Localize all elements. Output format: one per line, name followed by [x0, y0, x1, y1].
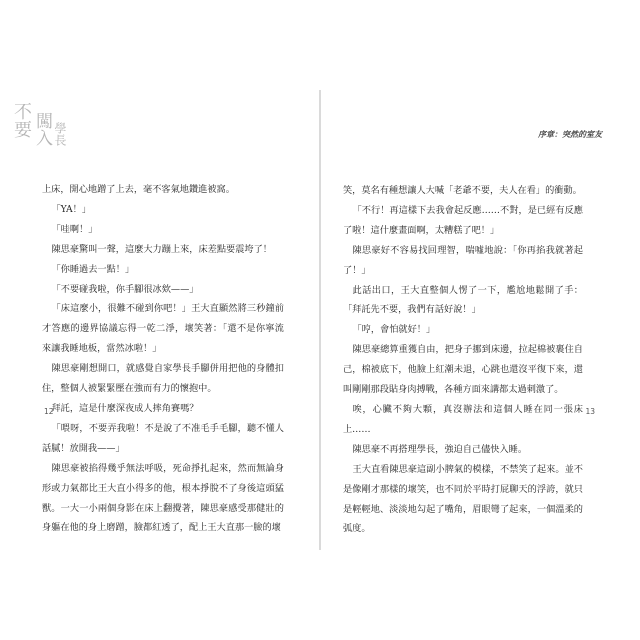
paragraph: 「哼，會怕就好！」 — [352, 324, 436, 336]
paragraph: 「哇啊！」 — [51, 223, 98, 235]
book-spread — [0, 90, 640, 550]
paragraph: 「床這麼小，很難不碰到你吧！」王大直顯然將三秒鐘前才答應的邊界協議忘得一乾二淨，壞笑著：「還不是你寧流來讓我睡地板，當然冰啦！」 — [42, 303, 284, 355]
paragraph: 陳思豪好不容易找回理智，喘噓地說：「你再掐我就著起了！」 — [343, 244, 583, 276]
paragraph: 「YA！」 — [51, 203, 92, 215]
page-number: 13 — [585, 407, 595, 416]
paragraph: 「不行！再這樣下去我會起反應……不對，是已經有反應了啦！這什麼畫面啊，太糟糕了吧！」 — [343, 204, 583, 236]
paragraph: 陳思豪被掐得幾乎無法呼吸，死命掙扎起來，然而無論身形或力氣都比王大直小得多的他，根本掙脫不了身後這頭猛獸。一大一小兩個身影在床上翻攪著，陳思豪感受那健壯的身軀在他的身上磨蹭，臉都紅透了，配上王大直那一臉的壞 — [42, 462, 284, 534]
paragraph: 上床，開心地蹭了上去，毫不客氣地鑽進被窩。 — [42, 184, 235, 195]
left-page-body — [42, 180, 284, 538]
right-page — [321, 90, 640, 550]
page-number: 12 — [44, 407, 54, 416]
paragraph: 笑，莫名有種想讓人大喊「老爺不要，夫人在看」的衝動。 — [343, 185, 582, 196]
paragraph: 「喂呀，不要弄我啦！不是說了不准毛手毛腳，聽不懂人話膩！放開我——」 — [42, 422, 284, 454]
left-page — [0, 90, 319, 550]
paragraph: 陳思豪總算重獲自由，把身子挪到床邊，拉起棉被裹住自己，棉被底下，他臉上紅潮未退，心跳也還沒平復下來，還叫剛剛那段貼身肉搏戰，各種方面來講都太過刺激了。 — [343, 344, 583, 396]
logo-text-3: 學長 — [53, 122, 67, 146]
paragraph: 陳思豪剛想開口，就感覺自家學長手腳併用把他的身體扣住，整個人被緊緊壓在強而有力的懷抱中。 — [42, 363, 284, 395]
paragraph: 陳思豪不再搭理學長，強迫自己儘快入睡。 — [352, 443, 528, 455]
paragraph: 「你睡過去一點！」 — [51, 263, 135, 275]
paragraph: 王大直看陳思豪這副小脾氣的模樣，不禁笑了起來。並不是像剛才那樣的壞笑，也不同於平時打屁聊天的浮誇，就只是輕輕地、淡淡地勾起了嘴角，眉眼彎了起來，一個溫柔的弧度。 — [343, 463, 583, 535]
chapter-header: 序章：突然的室友 — [538, 130, 602, 139]
paragraph: 「不要碰我啦，你手腳很冰欸——」 — [51, 283, 199, 295]
paragraph: 唉，心臟不夠大顆，真沒辦法和這個人睡在同一張床上…… — [343, 403, 583, 435]
book-title-logo — [8, 102, 78, 162]
logo-text-2: 闖入 — [32, 112, 52, 146]
logo-text-1: 不要 — [11, 102, 32, 138]
right-page-body — [343, 181, 583, 539]
paragraph: 此話出口，王大直整個人愣了一下，尷尬地鬆開了手：「拜託先不要，我們有話好說！」 — [343, 284, 583, 316]
paragraph: 陳思豪驚叫一聲，這麼大力蹦上來，床差點要震垮了！ — [51, 243, 272, 255]
paragraph: 拜託，這是什麼深夜成人摔角賽嗎？ — [51, 402, 199, 414]
